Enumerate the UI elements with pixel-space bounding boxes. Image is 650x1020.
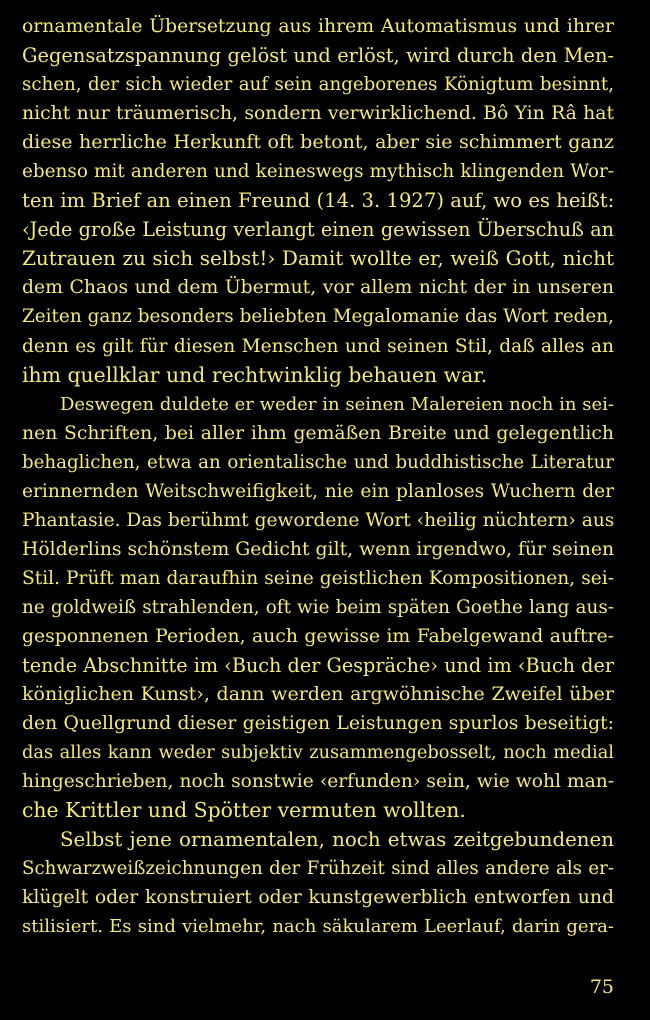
text-line: Phantasie. Das berühmt gewordene Wort ‹heilig nüchtern› aus: [22, 509, 615, 531]
paragraph-1: [22, 12, 614, 390]
text-line: nicht nur träumerisch, sondern verwirklichend. Bô Yin Râ hat: [22, 103, 614, 125]
text-line: ebenso mit anderen und keineswegs mythisch klingenden Wor-: [22, 161, 614, 183]
paragraph-3: [22, 825, 614, 941]
text-line: ornamentale Übersetzung aus ihrem Automatismus und ihrer: [22, 16, 614, 37]
text-line: den Quellgrund dieser geistigen Leistungen spurlos beseitigt:: [22, 713, 614, 735]
text-line: gesponnenen Perioden, auch gewisse im Fabelgewand auftre-: [22, 625, 614, 647]
text-line: schen, der sich wieder auf sein angeborenes Königtum besinnt,: [22, 74, 614, 96]
text-line: Schwarzweißzeichnungen der Frühzeit sind alles andere als er-: [22, 858, 614, 880]
text-line: Deswegen duldete er weder in seinen Malereien noch in sei-: [60, 393, 614, 415]
text-line: nen Schriften, bei aller ihm gemäßen Breite und gelegentlich: [22, 422, 614, 444]
text-line: Zutrauen zu sich selbst!› Damit wollte er, weiß Gott, nicht: [22, 246, 614, 271]
text-line: ihm quellklar und rechtwinklig behauen war.: [22, 362, 488, 387]
paragraph-2: [22, 390, 614, 826]
text-line: hingeschrieben, noch sonstwie ‹erfunden› sein, wie wohl man-: [22, 771, 614, 793]
text-line: behaglichen, etwa an orientalische und buddhistische Literatur: [22, 451, 614, 473]
text-line: das alles kann weder subjektiv zusammengebosselt, noch medial: [22, 742, 614, 764]
text-line: Zeiten ganz besonders beliebten Megalomanie das Wort reden,: [22, 306, 614, 328]
text-line: ten im Brief an einen Freund (14. 3. 1927) auf, wo es heißt:: [22, 189, 615, 213]
text-line: erinnernden Weitschweifigkeit, nie ein planloses Wuchern der: [22, 480, 614, 502]
text-line: königlichen Kunst›, dann werden argwöhnische Zweifel über: [22, 683, 614, 706]
text-line: Stil. Prüft man daraufhin seine geistlichen Kompositionen, sei-: [22, 567, 614, 589]
book-page: [22, 12, 614, 1008]
text-line: tende Abschnitte im ‹Buch der Gespräche› und im ‹Buch der: [22, 654, 614, 678]
text-line: stilisiert. Es sind vielmehr, nach säkularem Leerlauf, darin gera-: [22, 916, 614, 938]
text-line: diese herrliche Herkunft oft betont, aber sie schimmert ganz: [22, 131, 614, 154]
text-line: Hölderlins schönstem Gedicht gilt, wenn irgendwo, für seinen: [22, 538, 615, 560]
text-line: che Krittler und Spötter vermuten wollten.: [22, 798, 466, 823]
text-line: dem Chaos und dem Übermut, vor allem nicht der in unseren: [22, 277, 614, 299]
text-line: ne goldweiß strahlenden, oft wie beim späten Goethe lang aus-: [22, 596, 614, 618]
text-line: Selbst jene ornamentalen, noch etwas zeitgebundenen: [60, 828, 614, 852]
text-line: ‹Jede große Leistung verlangt einen gewissen Überschuß an: [22, 218, 614, 242]
text-line: denn es gilt für diesen Menschen und seinen Stil, daß alles an: [22, 335, 614, 357]
text-line: klügelt oder konstruiert oder kunstgewerblich entworfen und: [22, 887, 614, 909]
page-number: 75: [589, 976, 614, 998]
text-line: Gegensatzspannung gelöst und erlöst, wird durch den Men-: [22, 44, 614, 68]
